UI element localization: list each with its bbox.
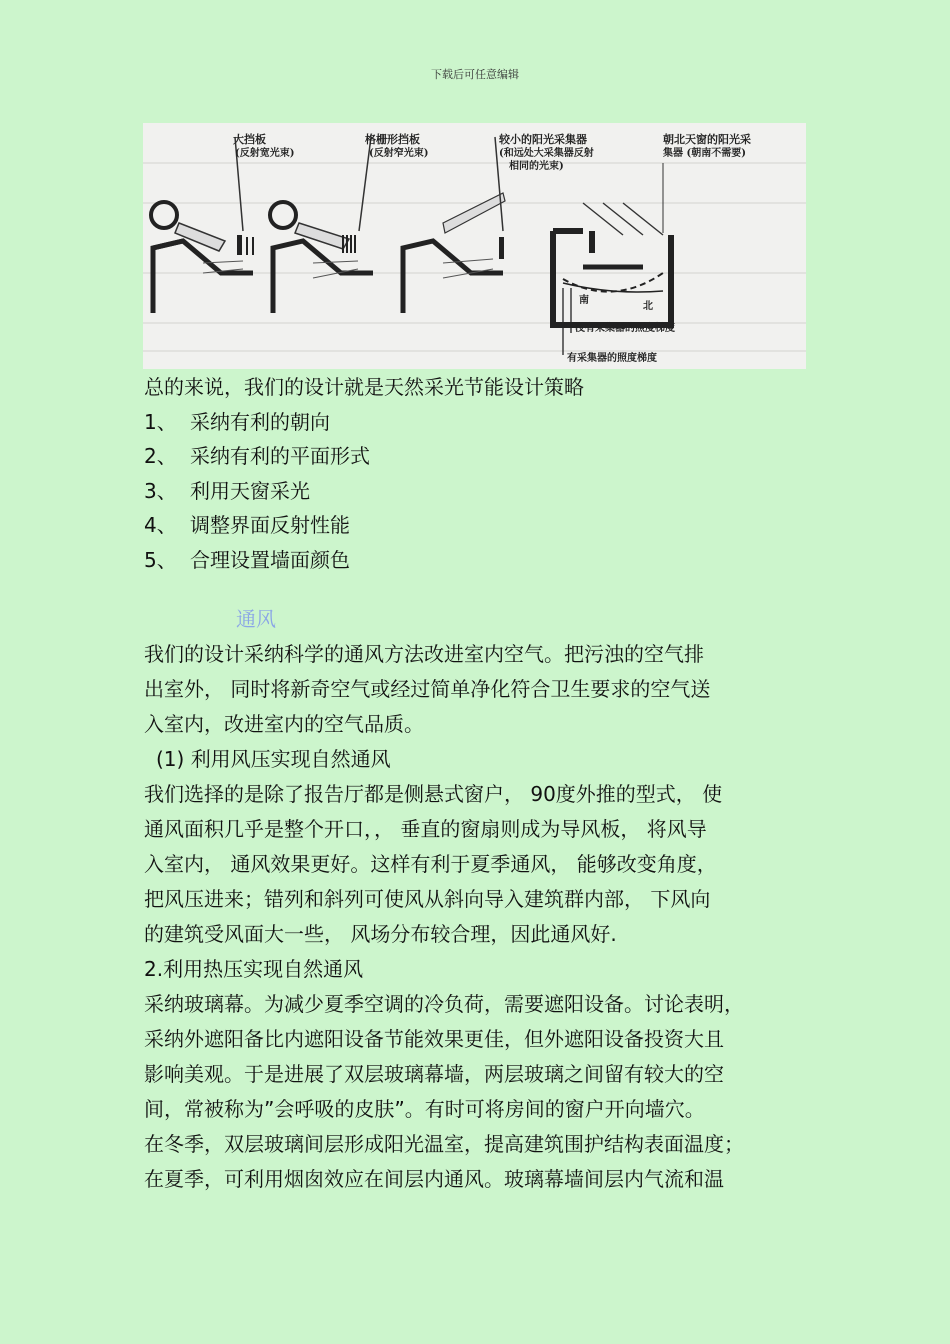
subsection-title: 2.利用热压实现自然通风 [144, 957, 364, 981]
text-line: 入室内， 通风效果更好。这样有利于夏季通风， 能够改变角度， [144, 852, 717, 876]
thermal-pressure-paragraph [144, 987, 814, 1197]
list-text: 合理设置墙面颜色 [190, 547, 350, 572]
text-line: 影响美观。于是进展了双层玻璃幕墙，两层玻璃之间留有较大的空 [144, 1062, 724, 1086]
wind-pressure-paragraph [144, 777, 814, 952]
list-text: 采纳有利的朝向 [190, 409, 330, 434]
svg-text:较小的阳光采集器: 较小的阳光采集器 [499, 133, 587, 146]
svg-text:朝北天窗的阳光采: 朝北天窗的阳光采 [663, 133, 751, 146]
list-item [144, 474, 814, 509]
text-line: 间，常被称为”会呼吸的皮肤”。有时可将房间的窗户开向墙穴。 [144, 1097, 705, 1121]
text-line: 在冬季，双层玻璃间层形成阳光温室，提高建筑围护结构表面温度； [144, 1132, 744, 1156]
svg-text:(和远处大采集器反射: (和远处大采集器反射 [499, 148, 594, 159]
svg-text:北: 北 [643, 301, 653, 312]
text-line: 在夏季，可利用烟囱效应在间层内通风。玻璃幕墙间层内气流和温 [144, 1167, 724, 1191]
text-line: 我们的设计采纳科学的通风方法改进室内空气。把污浊的空气排 [144, 642, 704, 666]
svg-text:(反射宽光束): (反射宽光束) [235, 148, 295, 159]
list-item [144, 508, 814, 543]
list-number: 1、 [144, 409, 177, 434]
text-line: 采纳外遮阳备比内遮阳设备节能效果更佳，但外遮阳设备投资大且 [144, 1027, 724, 1051]
list-item [144, 543, 814, 578]
sun-icon [151, 202, 177, 228]
text-line: 入室内，改进室内的空气品质。 [144, 712, 424, 736]
text-line: 采纳玻璃幕。为减少夏季空调的冷负荷，需要遮阳设备。讨论表明， [144, 992, 744, 1016]
text-line: 出室外， 同时将新奇空气或经过简单净化符合卫生要求的空气送 [144, 677, 711, 701]
text-line: 的建筑受风面大一些， 风场分布较合理，因此通风好. [144, 922, 617, 946]
daylighting-figure [143, 123, 806, 369]
svg-text:有采集器的照度梯度: 有采集器的照度梯度 [567, 353, 657, 364]
section-title: 通风 [236, 607, 276, 631]
text-line: 通风面积几乎是整个开口，， 垂直的窗扇则成为导风板， 将风导 [144, 817, 707, 841]
svg-text:集器 (朝南不需要): 集器 (朝南不需要) [663, 148, 746, 159]
svg-text:(反射窄光束): (反射窄光束) [369, 148, 429, 159]
list-item [144, 439, 814, 474]
svg-text:大挡板: 大挡板 [233, 133, 266, 146]
text-line: 我们选择的是除了报告厅都是侧悬式窗户， 90度外推的型式， 使 [144, 782, 723, 806]
intro-paragraph [144, 637, 814, 742]
svg-text:没有采集器的照度梯度: 没有采集器的照度梯度 [575, 323, 675, 334]
list-number: 2、 [144, 444, 177, 468]
list-text: 利用天窗采光 [190, 478, 310, 503]
document-body [144, 370, 814, 1197]
list-item [144, 405, 814, 440]
svg-text:南: 南 [579, 295, 589, 306]
svg-text:相同的光束): 相同的光束) [509, 161, 564, 172]
daylighting-diagram [143, 123, 806, 369]
subsection-title: (1) 利用风压实现自然通风 [156, 747, 391, 771]
summary-text: 总的来说，我们的设计就是天然采光节能设计策略 [144, 375, 584, 399]
list-text: 采纳有利的平面形式 [190, 444, 370, 468]
list-number: 4、 [144, 513, 177, 537]
list-text: 调整界面反射性能 [190, 513, 350, 537]
sun-icon [270, 202, 296, 228]
strategy-list [144, 405, 814, 578]
text-line: 把风压进来；错列和斜列可使风从斜向导入建筑群内部， 下风向 [144, 887, 711, 911]
svg-text:格栅形挡板: 格栅形挡板 [365, 133, 420, 146]
list-number: 5、 [144, 547, 177, 572]
page-header: 下载后可任意编辑 [431, 68, 519, 81]
list-number: 3、 [144, 478, 177, 503]
